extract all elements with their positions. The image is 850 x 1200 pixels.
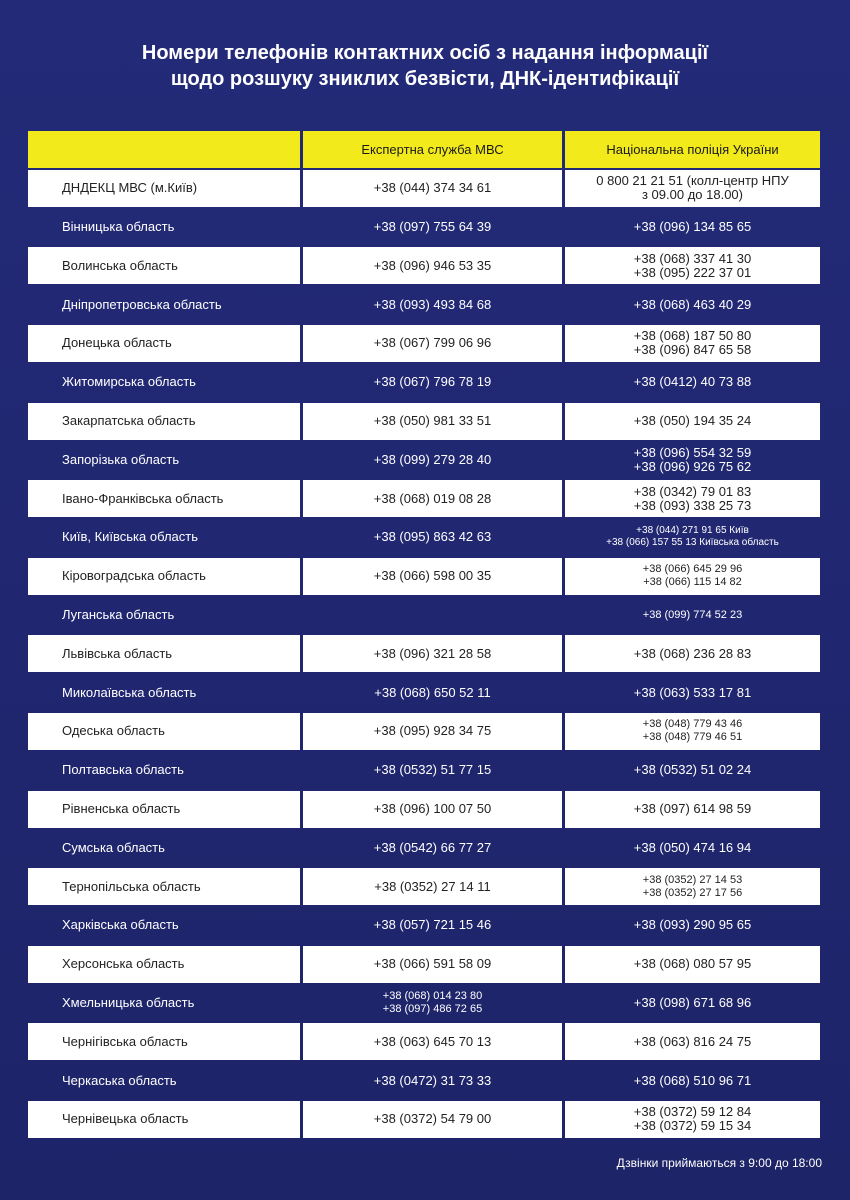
national-police-cell [565,441,820,478]
expert-service-phone: +38 (095) 863 42 63 [373,529,492,545]
region-name: Сумська область [62,839,165,855]
region-name: Тернопільська область [28,868,300,905]
national-police-cell [565,829,820,866]
expert-service-phone: +38 (063) 645 70 13 [373,1033,492,1049]
table-row [28,1101,820,1138]
expert-service-cell [303,829,562,866]
region-name: Львівська область [28,635,300,672]
expert-service-phone: +38 (096) 321 28 58 [373,645,492,661]
table-row [28,170,820,207]
expert-service-phone: +38 (096) 100 07 50 [373,801,492,817]
table-row [28,286,820,323]
expert-service-phone: +38 (096) 946 53 35 [373,257,492,273]
region-name: Хмельницька область [62,995,195,1011]
national-police-cell [565,364,820,401]
region-name: Херсонська область [28,946,300,983]
table-row [28,480,820,517]
national-police-phone: +38 (063) 816 24 75 [633,1033,752,1049]
expert-service-phone: +38 (067) 796 78 19 [373,374,492,390]
expert-service-cell [303,1101,562,1138]
expert-service-cell [303,791,562,828]
region-name: Дніпропетровська область [62,296,222,312]
expert-service-cell [303,674,562,711]
national-police-phone: +38 (068) 337 41 30 [633,250,752,266]
national-police-phone: +38 (0352) 27 17 56 [642,886,743,899]
national-police-phone: +38 (096) 926 75 62 [633,458,752,474]
table-row [28,325,820,362]
region-name: Луганська область [62,607,175,623]
national-police-phone: +38 (0352) 27 14 53 [642,873,743,886]
table-row [28,713,820,750]
expert-service-phone: +38 (067) 799 06 96 [373,335,492,351]
national-police-phone: +38 (063) 533 17 81 [633,684,752,700]
table-row [28,209,820,246]
national-police-cell [565,791,820,828]
national-police-cell [565,170,820,207]
national-police-cell [565,597,820,634]
expert-service-phone: +38 (0352) 27 14 11 [374,878,491,894]
national-police-cell [565,752,820,789]
expert-service-phone: +38 (099) 279 28 40 [373,451,492,467]
expert-service-cell [303,597,562,634]
region-name: Рівненська область [28,791,300,828]
header-national-police: Національна поліція України [565,131,820,168]
national-police-phone: +38 (099) 774 52 23 [642,608,743,621]
national-police-phone: +38 (0372) 59 15 34 [633,1118,752,1134]
national-police-cell [565,1023,820,1060]
expert-service-cell [303,946,562,983]
national-police-phone: +38 (096) 554 32 59 [633,444,752,460]
national-police-cell [565,985,820,1022]
national-police-cell [565,674,820,711]
expert-service-cell [303,247,562,284]
national-police-phone: +38 (097) 614 98 59 [633,801,752,817]
table-row [28,364,820,401]
expert-service-phone: +38 (0532) 51 77 15 [373,762,492,778]
table-row [28,791,820,828]
region-name: Запорізька область [62,451,180,467]
header-region [28,131,300,168]
expert-service-phone: +38 (044) 374 34 61 [373,180,492,196]
contacts-table [28,131,820,1140]
expert-service-cell [303,325,562,362]
region-name: Київ, Київська область [62,529,199,545]
national-police-phone: +38 (093) 290 95 65 [633,917,752,933]
expert-service-cell [303,713,562,750]
national-police-cell [565,286,820,323]
national-police-cell [565,480,820,517]
header-expert-service: Експертна служба МВС [303,131,562,168]
expert-service-phone: +38 (066) 591 58 09 [373,956,492,972]
national-police-phone: 0 800 21 21 51 (колл-центр НПУ [596,173,789,189]
table-row [28,752,820,789]
national-police-phone: +38 (050) 474 16 94 [633,839,752,855]
national-police-cell [565,1062,820,1099]
expert-service-phone: +38 (095) 928 34 75 [373,723,492,739]
title-line-1: Номери телефонів контактних осіб з надання інформації [141,42,709,64]
national-police-phone: +38 (048) 779 46 51 [642,731,743,744]
national-police-phone: +38 (050) 194 35 24 [633,413,752,429]
expert-service-phone: +38 (097) 486 72 65 [382,1003,483,1016]
region-name: Житомирська область [62,374,196,390]
table-row [28,558,820,595]
expert-service-cell [303,985,562,1022]
table-row [28,674,820,711]
expert-service-phone: +38 (068) 019 08 28 [373,490,492,506]
expert-service-cell [303,635,562,672]
expert-service-phone: +38 (093) 493 84 68 [373,296,492,312]
expert-service-cell [303,519,562,556]
table-row [28,441,820,478]
expert-service-cell [303,752,562,789]
national-police-phone: +38 (068) 463 40 29 [633,296,752,312]
region-name: Полтавська область [62,762,184,778]
national-police-cell [565,558,820,595]
national-police-cell [565,209,820,246]
national-police-cell [565,519,820,556]
expert-service-cell [303,286,562,323]
national-police-cell [565,713,820,750]
expert-service-cell [303,403,562,440]
region-name: Одеська область [28,713,300,750]
national-police-cell [565,1101,820,1138]
table-row [28,868,820,905]
region-name: Черкаська область [62,1072,177,1088]
region-name: Чернівецька область [28,1101,300,1138]
table-row [28,403,820,440]
expert-service-cell [303,364,562,401]
expert-service-cell [303,558,562,595]
national-police-phone: +38 (066) 157 55 13 Київська область [606,537,779,549]
national-police-phone: з 09.00 до 18.00) [641,187,743,203]
region-name: Харківська область [62,917,179,933]
expert-service-phone: +38 (068) 014 23 80 [382,990,483,1003]
expert-service-phone: +38 (0472) 31 73 33 [373,1072,492,1088]
region-name: Донецька область [28,325,300,362]
footer-note: Дзвінки приймаються з 9:00 до 18:00 [616,1156,822,1170]
expert-service-cell [303,907,562,944]
national-police-cell [565,868,820,905]
expert-service-cell [303,1062,562,1099]
expert-service-cell [303,170,562,207]
national-police-phone: +38 (093) 338 25 73 [633,497,752,513]
expert-service-cell [303,480,562,517]
national-police-phone: +38 (068) 080 57 95 [633,956,752,972]
expert-service-phone: +38 (057) 721 15 46 [373,917,492,933]
national-police-phone: +38 (098) 671 68 96 [633,995,752,1011]
table-row [28,635,820,672]
table-row [28,519,820,556]
national-police-phone: +38 (096) 134 85 65 [633,219,752,235]
table-row [28,1023,820,1060]
national-police-cell [565,907,820,944]
title-line-2: щодо розшуку зниклих безвісти, ДНК-ідентифікації [170,68,680,90]
expert-service-phone: +38 (050) 981 33 51 [373,413,492,429]
national-police-phone: +38 (0412) 40 73 88 [633,374,752,390]
national-police-cell [565,403,820,440]
national-police-cell [565,946,820,983]
national-police-phone: +38 (096) 847 65 58 [633,342,752,358]
national-police-phone: +38 (0342) 79 01 83 [633,483,752,499]
table-row [28,907,820,944]
region-name: Закарпатська область [28,403,300,440]
table-row [28,985,820,1022]
region-name: Чернігівська область [28,1023,300,1060]
region-name: Кіровоградська область [28,558,300,595]
expert-service-cell [303,441,562,478]
national-police-phone: +38 (095) 222 37 01 [633,264,752,280]
page-title [0,40,850,92]
table-row [28,597,820,634]
national-police-phone: +38 (066) 115 14 82 [643,576,742,589]
expert-service-phone: +38 (0542) 66 77 27 [373,839,492,855]
region-name: Вінницька область [62,219,175,235]
national-police-phone: +38 (068) 236 28 83 [633,645,752,661]
national-police-cell [565,247,820,284]
national-police-phone: +38 (0372) 59 12 84 [633,1104,752,1120]
table-header-row [28,131,820,168]
region-name: ДНДЕКЦ МВС (м.Київ) [28,170,300,207]
national-police-phone: +38 (044) 271 91 65 Київ [636,525,749,537]
expert-service-cell [303,868,562,905]
national-police-phone: +38 (068) 187 50 80 [633,328,752,344]
national-police-phone: +38 (066) 645 29 96 [642,563,743,576]
expert-service-phone: +38 (0372) 54 79 00 [373,1111,492,1127]
expert-service-phone: +38 (097) 755 64 39 [373,219,492,235]
national-police-phone: +38 (0532) 51 02 24 [633,762,752,778]
national-police-cell [565,635,820,672]
expert-service-phone: +38 (066) 598 00 35 [373,568,492,584]
region-name: Івано-Франківська область [28,480,300,517]
national-police-phone: +38 (048) 779 43 46 [642,718,743,731]
region-name: Миколаївська область [62,684,197,700]
expert-service-cell [303,1023,562,1060]
national-police-cell [565,325,820,362]
region-name: Волинська область [28,247,300,284]
table-row [28,946,820,983]
expert-service-phone: +38 (068) 650 52 11 [374,684,491,700]
table-row [28,1062,820,1099]
expert-service-cell [303,209,562,246]
table-row [28,247,820,284]
table-row [28,829,820,866]
national-police-phone: +38 (068) 510 96 71 [633,1072,752,1088]
